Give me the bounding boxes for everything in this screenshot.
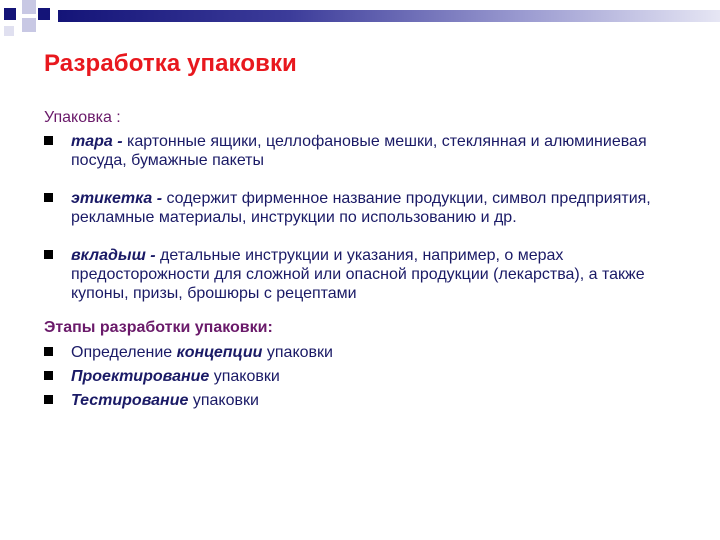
- header-decoration: [0, 0, 720, 46]
- decor-square: [22, 0, 36, 14]
- stage-term: Тестирование: [71, 392, 189, 409]
- square-bullet-icon: [44, 136, 53, 145]
- packaging-intro: Упаковка :: [44, 109, 121, 126]
- square-bullet-icon: [44, 193, 53, 202]
- stage-item-concept: [44, 343, 684, 362]
- list-item-label: [44, 189, 684, 227]
- stage-item-design: [44, 367, 684, 386]
- item-text: детальные инструкции и указания, например, о мерах предосторожности для сложной или опасной продукции (лекарства), а также купоны, призы, брошюры с рецептами: [71, 247, 645, 302]
- item-term: вкладыш -: [71, 247, 161, 264]
- decor-square: [38, 8, 50, 20]
- stage-before: Определение: [71, 344, 177, 361]
- stage-after: упаковки: [262, 344, 333, 361]
- decor-square: [4, 26, 14, 36]
- stage-after: упаковки: [188, 392, 259, 409]
- stage-item-testing: [44, 391, 684, 410]
- slide-title: Разработка упаковки: [44, 50, 297, 77]
- list-item-insert: [44, 246, 684, 303]
- item-text: картонные ящики, целлофановые мешки, стеклянная и алюминиевая посуда, бумажные пакеты: [71, 133, 647, 169]
- square-bullet-icon: [44, 395, 53, 404]
- header-gradient-band: [58, 10, 720, 22]
- item-text: содержит фирменное название продукции, символ предприятия, рекламные материалы, инструкции по использованию и др.: [71, 190, 651, 226]
- square-bullet-icon: [44, 250, 53, 259]
- decor-square: [22, 18, 36, 32]
- slide-content: [44, 108, 684, 415]
- stage-after: упаковки: [209, 368, 280, 385]
- stage-term: Проектирование: [71, 368, 210, 385]
- square-bullet-icon: [44, 371, 53, 380]
- item-term: этикетка -: [71, 190, 167, 207]
- square-bullet-icon: [44, 347, 53, 356]
- stages-heading: Этапы разработки упаковки:: [44, 319, 273, 336]
- decor-square: [4, 8, 16, 20]
- stage-term: концепции: [176, 344, 263, 361]
- item-term: тара -: [71, 133, 128, 150]
- list-item-tara: [44, 132, 684, 170]
